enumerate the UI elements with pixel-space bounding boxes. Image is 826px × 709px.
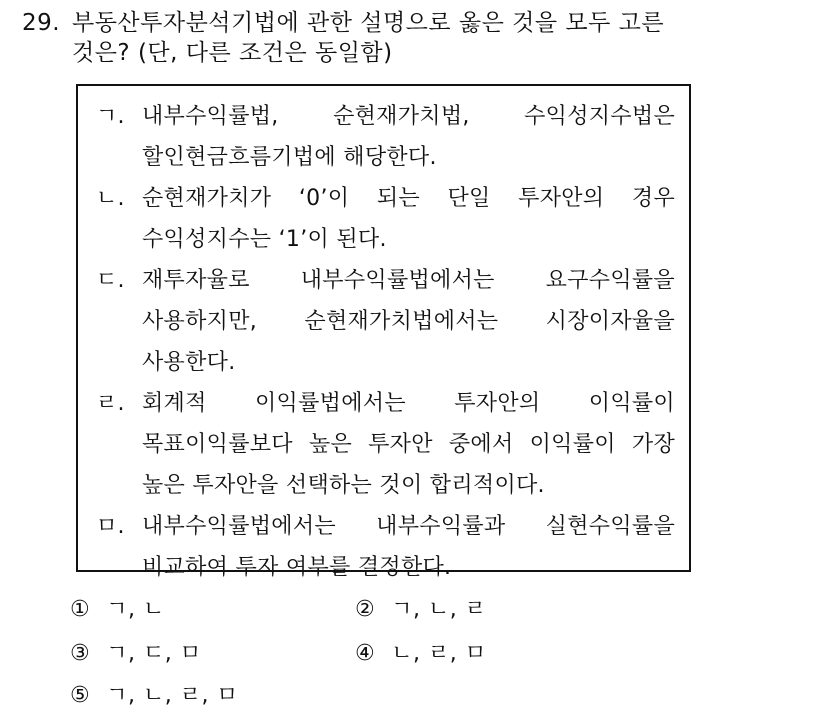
- option-number: ①: [70, 597, 91, 622]
- statement-list: [96, 96, 675, 588]
- answer-option-5[interactable]: [70, 678, 238, 709]
- answer-option-4[interactable]: [355, 636, 486, 667]
- option-text: ㄱ, ㄴ, ㄹ, ㅁ: [106, 683, 239, 708]
- option-number: ②: [355, 597, 376, 622]
- statement-item: [96, 383, 675, 506]
- statement-marker: ㅁ.: [96, 514, 125, 539]
- statement-text: 회계적 이익률법에서는 투자안의 이익률이 목표이익률보다 높은 투자안 중에서 이익률이 가장 높은 투자안을 선택하는 것이 합리적이다.: [142, 391, 675, 498]
- option-text: ㄴ, ㄹ, ㅁ: [391, 641, 487, 666]
- answer-option-1[interactable]: [70, 592, 165, 623]
- option-text: ㄱ, ㄴ, ㄹ: [391, 597, 487, 622]
- statement-item: [96, 178, 675, 260]
- statement-marker: ㄷ.: [96, 268, 125, 293]
- option-number: ④: [355, 641, 376, 666]
- statement-item: [96, 506, 675, 588]
- option-text: ㄱ, ㄴ: [106, 597, 165, 622]
- question-text-line-2: 것은? (단, 다른 조건은 동일함): [72, 40, 393, 66]
- option-number: ③: [70, 641, 91, 666]
- option-text: ㄱ, ㄷ, ㅁ: [106, 641, 202, 666]
- question-text-line-1: 부동산투자분석기법에 관한 설명으로 옳은 것을 모두 고른: [72, 10, 665, 36]
- option-number: ⑤: [70, 683, 91, 708]
- answer-option-2[interactable]: [355, 592, 486, 623]
- statement-text: 순현재가치가 ‘0’이 되는 단일 투자안의 경우 수익성지수는 ‘1’이 된다.: [142, 186, 675, 252]
- statement-text: 재투자율로 내부수익률법에서는 요구수익률을 사용하지만, 순현재가치법에서는 시장이자율을 사용한다.: [142, 268, 675, 375]
- statement-marker: ㄴ.: [96, 186, 125, 211]
- statement-marker: ㄱ.: [96, 104, 125, 129]
- question: [22, 8, 802, 68]
- statement-item: [96, 260, 675, 383]
- statement-text: 내부수익률법, 순현재가치법, 수익성지수법은 할인현금흐름기법에 해당한다.: [142, 104, 675, 170]
- statement-text: 내부수익률법에서는 내부수익률과 실현수익률을 비교하여 투자 여부를 결정한다.: [142, 514, 675, 580]
- question-line-1: [22, 8, 802, 38]
- statement-box: [76, 84, 691, 580]
- statement-marker: ㄹ.: [96, 391, 125, 416]
- answer-option-3[interactable]: [70, 636, 201, 667]
- question-number: 29.: [22, 10, 61, 36]
- statement-item: [96, 96, 675, 178]
